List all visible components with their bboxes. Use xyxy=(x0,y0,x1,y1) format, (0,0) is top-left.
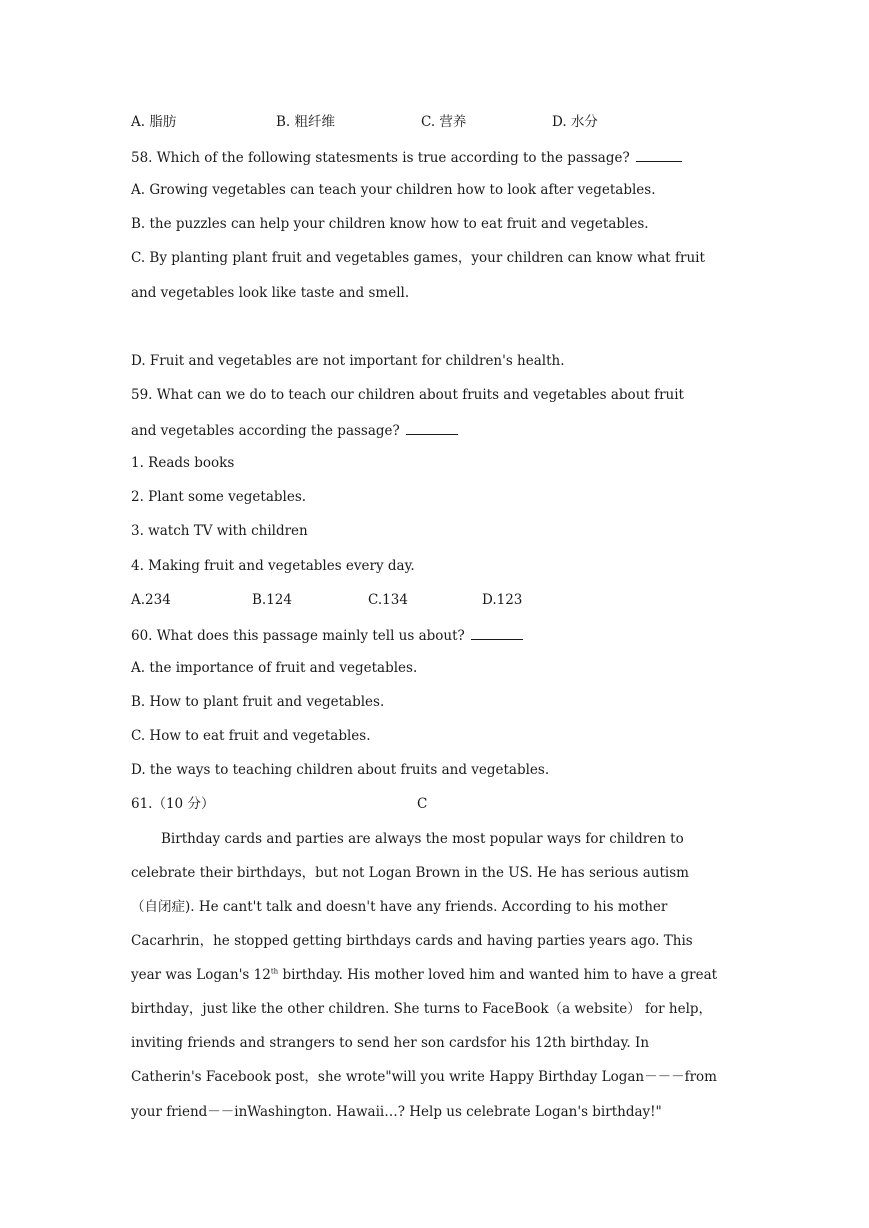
q59-item-4: 4. Making fruit and vegetables every day. xyxy=(131,558,415,574)
q60-option-b: B. How to plant fruit and vegetables. xyxy=(131,694,385,710)
q59-question xyxy=(131,420,458,440)
passage-line-9: your friend－－inWashington. Hawaii…? Help us celebrate Logan's birthday!" xyxy=(131,1104,662,1120)
passage-line-5-part1: year was Logan's 12 xyxy=(131,967,271,983)
passage-line-5 xyxy=(131,966,717,984)
q58-stem: 58. Which of the following statesments is true according to the passage? xyxy=(131,150,630,166)
q58-option-d: D. Fruit and vegetables are not important for children's health. xyxy=(131,353,565,369)
q57-option-c: C. 营养 xyxy=(421,114,467,130)
q59-item-3: 3. watch TV with children xyxy=(131,523,308,539)
q60-option-d: D. the ways to teaching children about fruits and vegetables. xyxy=(131,762,550,778)
q58-option-c-line1: C. By planting plant fruit and vegetables games，your children can know what fruit xyxy=(131,250,705,266)
section-label: C xyxy=(417,796,428,812)
q57-option-b: B. 粗纤维 xyxy=(276,114,336,130)
q57-option-d: D. 水分 xyxy=(552,114,598,130)
passage-line-5-part2: birthday. His mother loved him and wanted him to have a great xyxy=(278,967,718,983)
q58-answer-blank[interactable] xyxy=(636,147,682,162)
q60-option-c: C. How to eat fruit and vegetables. xyxy=(131,728,371,744)
q59-option-c: C.134 xyxy=(368,592,408,608)
q59-option-d: D.123 xyxy=(482,592,523,608)
q59-option-b: B.124 xyxy=(252,592,292,608)
passage-line-4: Cacarhrin，he stopped getting birthdays cards and having parties years ago. This xyxy=(131,933,693,949)
ordinal-suffix: th xyxy=(270,967,279,976)
q58-option-c-line2: and vegetables look like taste and smell. xyxy=(131,285,410,301)
q59-item-1: 1. Reads books xyxy=(131,455,235,471)
q59-item-2: 2. Plant some vegetables. xyxy=(131,489,307,505)
q60-stem: 60. What does this passage mainly tell us about? xyxy=(131,628,465,644)
q58-option-b: B. the puzzles can help your children know how to eat fruit and vegetables. xyxy=(131,216,649,232)
passage-line-2: celebrate their birthdays，but not Logan Brown in the US. He has serious autism xyxy=(131,865,689,881)
passage-line-1: Birthday cards and parties are always the most popular ways for children to xyxy=(161,831,684,847)
passage-line-3: （自闭症). He cant't talk and doesn't have any friends. According to his mother xyxy=(131,899,668,915)
q59-stem-line1: 59. What can we do to teach our children about fruits and vegetables about fruit xyxy=(131,387,684,403)
passage-line-7: inviting friends and strangers to send her son cardsfor his 12th birthday. In xyxy=(131,1035,650,1051)
q60-question xyxy=(131,625,523,645)
q61-heading: 61.（10 分） xyxy=(131,796,215,812)
q58-option-a: A. Growing vegetables can teach your children how to look after vegetables. xyxy=(131,182,656,198)
q60-option-a: A. the importance of fruit and vegetables. xyxy=(131,660,418,676)
q59-answer-blank[interactable] xyxy=(406,420,458,435)
q59-stem-line2: and vegetables according the passage? xyxy=(131,423,400,439)
q57-option-a: A. 脂肪 xyxy=(131,114,177,130)
q60-answer-blank[interactable] xyxy=(471,625,523,640)
passage-line-6: birthday，just like the other children. She turns to FaceBook（a website） for help， xyxy=(131,1001,713,1017)
q59-option-a: A.234 xyxy=(131,592,171,608)
q58-question xyxy=(131,147,682,167)
passage-line-8: Catherin's Facebook post，she wrote"will you write Happy Birthday Logan－－－from xyxy=(131,1069,717,1085)
